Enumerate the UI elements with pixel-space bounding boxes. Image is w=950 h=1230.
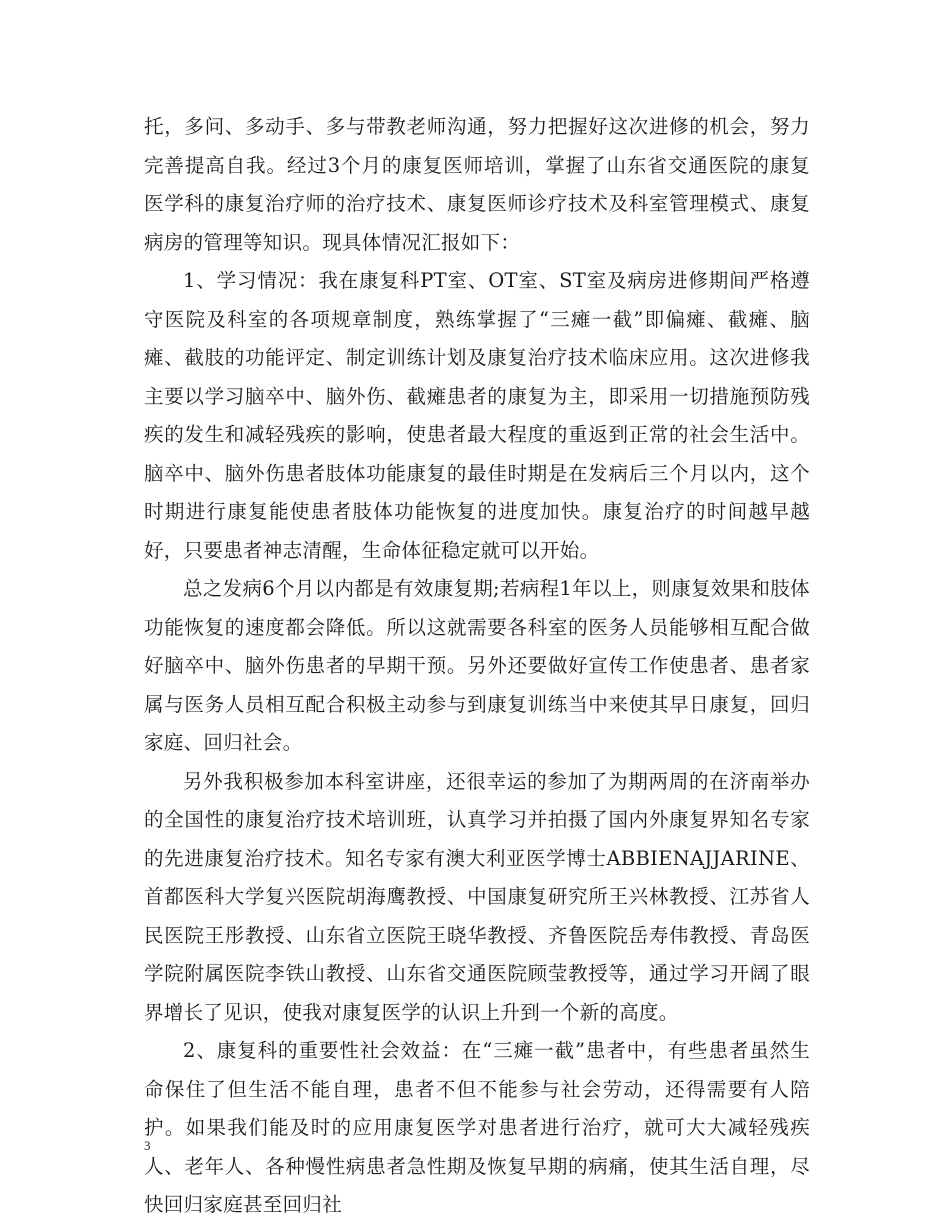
document-body: [144, 108, 810, 1225]
paragraph-training-course: 另外我积极参加本科室讲座，还很幸运的参加了为期两周的在济南举办的全国性的康复治疗技术培训班，认真学习并拍摄了国内外康复界知名专家的先进康复治疗技术。知名专家有澳大利亚医学博士ABBIENAJJARINE、首都医科大学复兴医院胡海鹰教授、中国康复研究所王兴林教授、江苏省人民医院王彤教授、山东省立医院王晓华教授、齐鲁医院岳寿伟教授、青岛医学院附属医院李铁山教授、山东省交通医院顾莹教授等，通过学习开阔了眼界增长了见识，使我对康复医学的认识上升到一个新的高度。: [144, 769, 810, 1024]
paragraph-social-benefit: 2、康复科的重要性社会效益：在“三瘫一截”患者中，有些患者虽然生命保住了但生活不能自理，患者不但不能参与社会劳动，还得需要有人陪护。如果我们能及时的应用康复医学对患者进行治疗，就可大大减轻残疾人、老年人、各种慢性病患者急性期及恢复早期的病痛，使其生活自理，尽快回归家庭甚至回归社: [144, 1039, 810, 1216]
paragraph-study-situation: 1、学习情况：我在康复科PT室、OT室、ST室及病房进修期间严格遵守医院及科室的各项规章制度，熟练掌握了“三瘫一截”即偏瘫、截瘫、脑瘫、截肢的功能评定、制定训练计划及康复治疗技术临床应用。这次进修我主要以学习脑卒中、脑外伤、截瘫患者的康复为主，即采用一切措施预防残疾的发生和减轻残疾的影响，使患者最大程度的重返到正常的社会生活中。脑卒中、脑外伤患者肢体功能康复的最佳时期是在发病后三个月以内，这个时期进行康复能使患者肢体功能恢复的进度加快。康复治疗的时间越早越好，只要患者神志清醒，生命体征稳定就可以开始。: [144, 269, 810, 562]
paragraph-continuation: 托，多问、多动手、多与带教老师沟通，努力把握好这次进修的机会，努力完善提高自我。经过3个月的康复医师培训，掌握了山东省交通医院的康复医学科的康复治疗师的治疗技术、康复医师诊疗技术及科室管理模式、康复病房的管理等知识。现具体情况汇报如下：: [144, 115, 810, 254]
paragraph-rehab-period: 总之发病6个月以内都是有效康复期;若病程1年以上，则康复效果和肢体功能恢复的速度都会降低。所以这就需要各科室的医务人员能够相互配合做好脑卒中、脑外伤患者的早期干预。另外还要做好宣传工作使患者、患者家属与医务人员相互配合积极主动参与到康复训练当中来使其早日康复，回归家庭、回归社会。: [144, 577, 810, 754]
page-number: 3: [144, 1138, 151, 1153]
